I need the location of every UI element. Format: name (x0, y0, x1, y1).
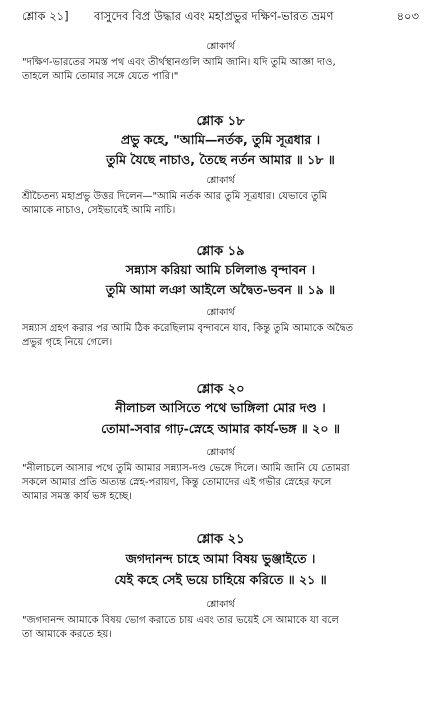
header-chapter-title: বাসুদেব বিপ্র উদ্ধার এবং মহাপ্রভুর দক্ষিণ-ভারত ভ্রমণ (94, 9, 334, 23)
page-number: ৪০৩ (396, 9, 419, 23)
translation-paragraph (22, 56, 419, 84)
translation-line: সন্ন্যাস গ্রহণ করার পর আমি ঠিক করেছিলাম বৃন্দাবনে যাব, কিন্তু তুমি আমাকে অদ্বৈত (22, 323, 354, 334)
verse-line: তোমা-সবার গাঢ়-স্নেহে আমার কার্য-ভঙ্গ ॥ ২০ ॥ (101, 421, 340, 436)
translation-line: তা আমাকে করতে হয়। (22, 629, 112, 640)
translation-line: "দক্ষিণ-ভারতের সমস্ত পথ এবং তীর্থস্থানগুলি আমি জানি। যদি তুমি আজ্ঞা দাও, (22, 57, 336, 68)
translation-line: আমার সমস্ত কার্য ভঙ্গ হচ্ছে। (22, 491, 132, 502)
verse-heading: শ্লোক ১৯ (196, 244, 245, 259)
verse-heading: শ্লোক ১৮ (196, 114, 245, 129)
translation-paragraph (22, 614, 419, 642)
translation-paragraph (22, 190, 419, 218)
translation-paragraph (22, 322, 419, 350)
translation-label: শ্লোকার্থ (206, 175, 235, 186)
translation-paragraph (22, 462, 419, 504)
translation-line: তাহলে আমি তোমার সঙ্গে যেতে পারি।" (22, 71, 179, 82)
verse-heading: শ্লোক ২১ (196, 532, 245, 547)
verse-line: তুমি আমা লঞা আইলে অদ্বৈত-ভবন ॥ ১৯ ॥ (105, 282, 336, 297)
running-header (22, 8, 419, 28)
header-verse-ref: শ্লোক ২১] (22, 9, 69, 23)
translation-line: শ্রীচৈতন্য মহাপ্রভু উত্তর দিলেন—"আমি নর্তক আর তুমি সূত্রধার। যেভাবে তুমি (22, 191, 328, 202)
translation-line: আমাকে নাচাও, সেইভাবেই আমি নাচি। (22, 205, 176, 216)
verse-heading: শ্লোক ২০ (196, 382, 245, 397)
verse-line: যেই কহে সেই ভয়ে চাহিয়ে করিতে ॥ ২১ ॥ (114, 572, 327, 587)
verse-line: নীলাচল আসিতে পথে ভাঙ্গিলা মোর দণ্ড । (115, 400, 326, 415)
translation-label: শ্লোকার্থ (206, 307, 235, 318)
translation-line: সকলে আমার প্রতি অত্যন্ত স্নেহ-পরায়ণ, কিন্তু তোমাদের এই গভীর স্নেহের ফলে (22, 477, 332, 488)
verse-line: জগদানন্দ চাহে আমা বিষয় ভুঞ্জাইতে । (125, 551, 316, 566)
translation-line: "জগদানন্দ আমাকে বিষয় ভোগ করাতে চায় এবং তার ভয়েই সে আমাকে যা বলে (22, 615, 339, 626)
translation-label: শ্লোকার্থ (206, 41, 235, 52)
verse-line: তুমি যৈছে নাচাও, তৈছে নর্তন আমার ॥ ১৮ ॥ (106, 152, 335, 167)
translation-line: প্রভুর গৃহে নিয়ে গেলে। (22, 337, 113, 348)
translation-label: শ্লোকার্থ (206, 447, 235, 458)
translation-label: শ্লোকার্থ (206, 599, 235, 610)
verse-line: প্রভু কহে, "আমি—নর্তক, তুমি সূত্রধার । (120, 132, 321, 147)
verse-line: সন্ন্যাস করিয়া আমি চলিলাঙ বৃন্দাবন । (125, 262, 316, 277)
translation-line: "নীলাচলে আসার পথে তুমি আমার সন্ন্যাস-দণ্ড ভেঙ্গে দিলে। আমি জানি যে তোমরা (22, 463, 350, 474)
